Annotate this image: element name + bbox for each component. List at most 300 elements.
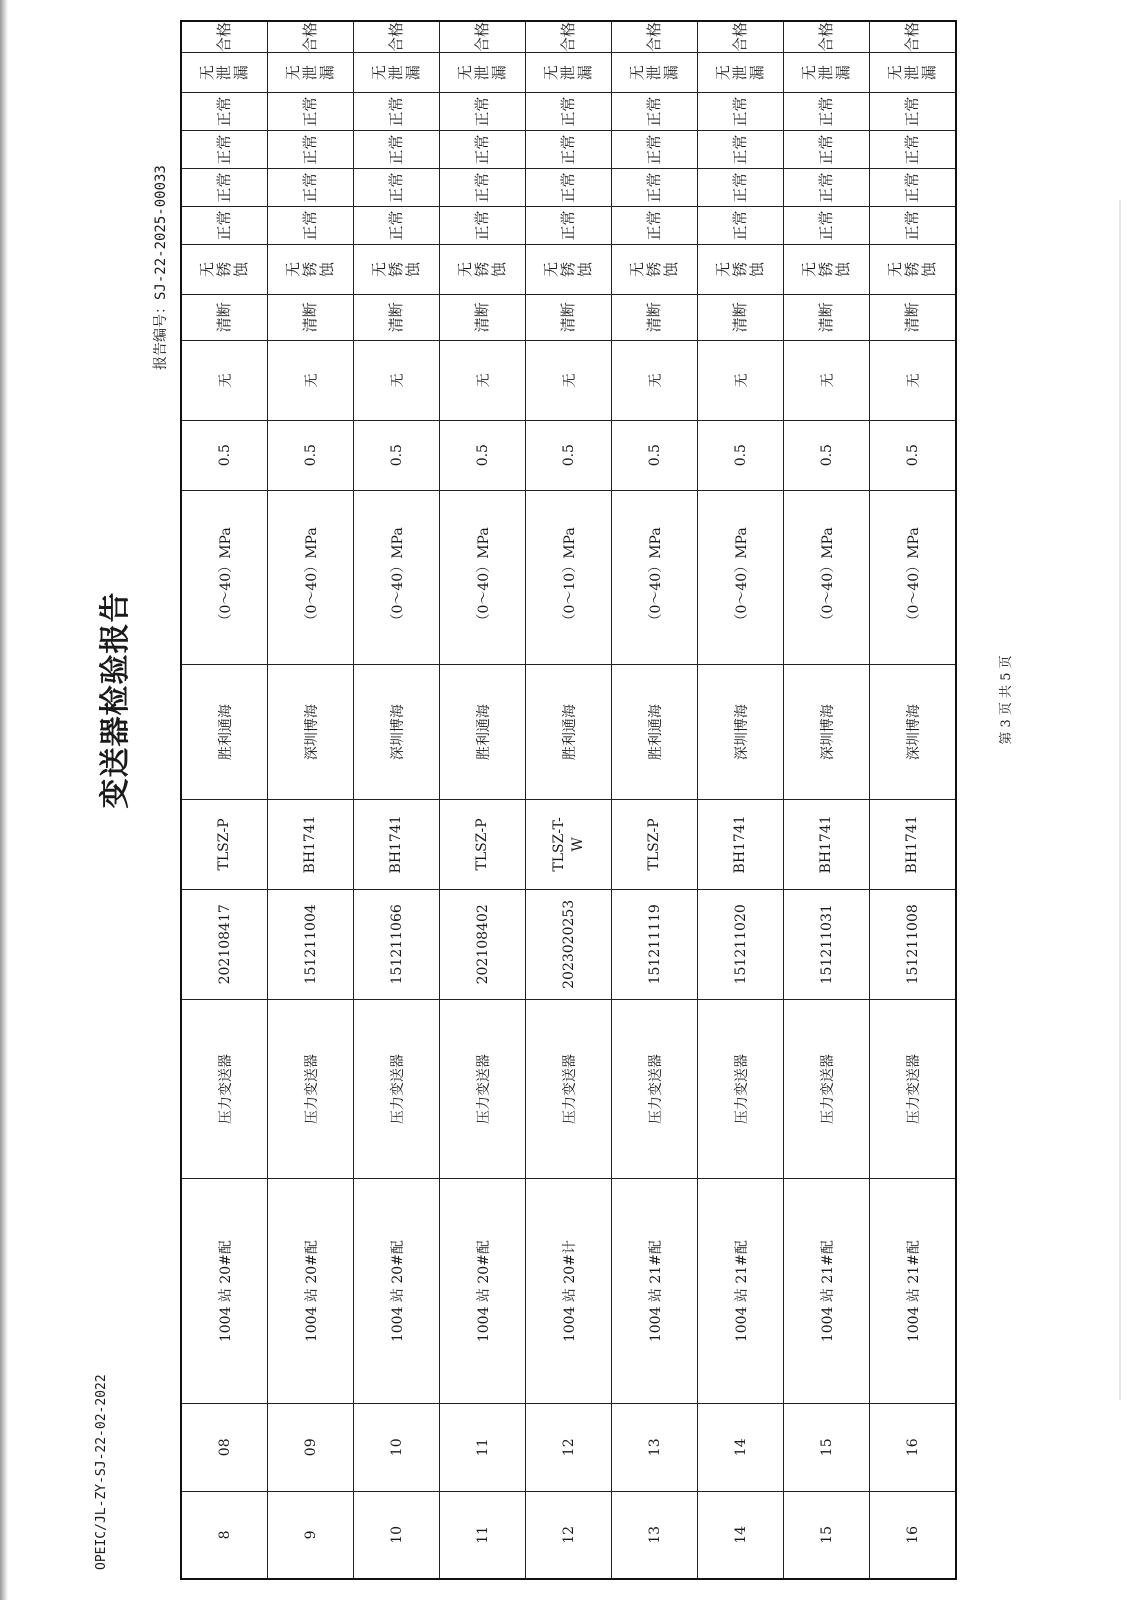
check1-cell bbox=[526, 207, 612, 245]
check4-cell bbox=[612, 93, 698, 131]
seq-cell-text: 8 bbox=[216, 1530, 233, 1540]
damage-cell-text: 无 bbox=[905, 373, 922, 388]
manufacturer-cell bbox=[526, 665, 612, 800]
serial-cell-text: 151211119 bbox=[646, 904, 663, 985]
check1-cell-text: 正常 bbox=[644, 210, 663, 241]
inspection-table bbox=[180, 20, 957, 1580]
marking-cell bbox=[354, 294, 440, 340]
accuracy-cell-text: 0.5 bbox=[216, 444, 233, 467]
corrosion-cell bbox=[612, 245, 698, 295]
check1-cell bbox=[870, 207, 957, 245]
name-cell bbox=[698, 999, 784, 1179]
seq-cell bbox=[784, 1491, 870, 1579]
accuracy-cell-text: 0.5 bbox=[818, 444, 835, 467]
range-cell bbox=[612, 490, 698, 665]
check2-cell-text: 正常 bbox=[644, 172, 663, 203]
check1-cell-text: 正常 bbox=[730, 210, 749, 241]
check1-cell bbox=[784, 207, 870, 245]
serial-cell-text: 151211008 bbox=[904, 904, 921, 985]
corrosion-cell bbox=[698, 245, 784, 295]
corrosion-cell bbox=[354, 245, 440, 295]
marking-cell-text: 清断 bbox=[558, 302, 577, 333]
location-cell bbox=[440, 1179, 526, 1404]
range-cell-text: （0～40）MPa bbox=[475, 527, 492, 628]
result-cell bbox=[526, 21, 612, 53]
marking-cell-text: 清断 bbox=[214, 302, 233, 333]
marking-cell bbox=[440, 294, 526, 340]
leak-cell-text: 无泄漏 bbox=[713, 65, 767, 81]
manufacturer-cell bbox=[181, 665, 268, 800]
damage-cell bbox=[612, 340, 698, 420]
check2-cell bbox=[181, 169, 268, 207]
manufacturer-cell bbox=[870, 665, 957, 800]
location-cell bbox=[784, 1179, 870, 1404]
result-cell bbox=[440, 21, 526, 53]
damage-cell bbox=[440, 340, 526, 420]
marking-cell-text: 清断 bbox=[730, 302, 749, 333]
seq-cell bbox=[698, 1491, 784, 1579]
seq-cell bbox=[612, 1491, 698, 1579]
check1-cell bbox=[268, 207, 354, 245]
manufacturer-cell-text: 胜利通海 bbox=[561, 704, 578, 761]
name-cell bbox=[784, 999, 870, 1179]
check4-cell-text: 正常 bbox=[902, 96, 921, 127]
location-cell bbox=[354, 1179, 440, 1404]
check2-cell bbox=[612, 169, 698, 207]
manufacturer-cell-text: 深圳博海 bbox=[819, 704, 836, 761]
number-cell bbox=[698, 1403, 784, 1491]
manufacturer-cell bbox=[698, 665, 784, 800]
accuracy-cell bbox=[698, 420, 784, 490]
check4-cell-text: 正常 bbox=[816, 96, 835, 127]
check1-cell-text: 正常 bbox=[902, 210, 921, 241]
leak-cell bbox=[612, 53, 698, 93]
serial-cell-text: 151211031 bbox=[818, 904, 835, 985]
check4-cell bbox=[268, 93, 354, 131]
manufacturer-cell bbox=[354, 665, 440, 800]
check4-cell bbox=[698, 93, 784, 131]
check4-cell-text: 正常 bbox=[558, 96, 577, 127]
location-cell bbox=[870, 1179, 957, 1404]
damage-cell-text: 无 bbox=[217, 373, 234, 388]
seq-cell-text: 10 bbox=[388, 1525, 405, 1544]
number-cell-text: 14 bbox=[732, 1438, 749, 1457]
check1-cell-text: 正常 bbox=[472, 210, 491, 241]
check2-cell-text: 正常 bbox=[300, 172, 319, 203]
check4-cell-text: 正常 bbox=[300, 96, 319, 127]
accuracy-cell bbox=[354, 420, 440, 490]
manufacturer-cell-text: 胜利通海 bbox=[475, 704, 492, 761]
leak-cell-text: 无泄漏 bbox=[283, 65, 337, 81]
model-cell-text: TLSZ-P bbox=[646, 818, 663, 871]
result-cell-text: 合格 bbox=[386, 22, 405, 53]
serial-cell-text: 151211066 bbox=[388, 904, 405, 985]
name-cell-text: 压力变送器 bbox=[475, 1054, 492, 1125]
accuracy-cell-text: 0.5 bbox=[388, 444, 405, 467]
damage-cell-text: 无 bbox=[561, 373, 578, 388]
name-cell bbox=[440, 999, 526, 1179]
model-cell bbox=[698, 799, 784, 889]
manufacturer-cell-text: 深圳博海 bbox=[303, 704, 320, 761]
check2-cell-text: 正常 bbox=[730, 172, 749, 203]
range-cell bbox=[268, 490, 354, 665]
name-cell-text: 压力变送器 bbox=[819, 1054, 836, 1125]
check3-cell bbox=[612, 131, 698, 169]
location-cell-text: 1004 站 21#配 bbox=[733, 1240, 750, 1343]
corrosion-cell-text: 无锈蚀 bbox=[799, 261, 853, 277]
accuracy-cell-text: 0.5 bbox=[474, 444, 491, 467]
seq-cell-text: 16 bbox=[904, 1525, 921, 1544]
check3-cell bbox=[698, 131, 784, 169]
table-row bbox=[181, 21, 268, 1579]
number-cell bbox=[181, 1403, 268, 1491]
check1-cell bbox=[354, 207, 440, 245]
name-cell bbox=[268, 999, 354, 1179]
check3-cell bbox=[870, 131, 957, 169]
number-cell bbox=[440, 1403, 526, 1491]
serial-cell bbox=[784, 889, 870, 999]
marking-cell bbox=[612, 294, 698, 340]
location-cell bbox=[526, 1179, 612, 1404]
page-title: 变送器检验报告 bbox=[98, 591, 133, 809]
serial-cell-text: 151211004 bbox=[302, 904, 319, 985]
range-cell-text: （0～40）MPa bbox=[303, 527, 320, 628]
serial-cell bbox=[440, 889, 526, 999]
scan-edge-right bbox=[1119, 200, 1121, 1400]
model-cell-text: TLSZ-P bbox=[216, 818, 233, 871]
model-cell bbox=[268, 799, 354, 889]
check4-cell-text: 正常 bbox=[644, 96, 663, 127]
name-cell-text: 压力变送器 bbox=[905, 1054, 922, 1125]
marking-cell-text: 清断 bbox=[472, 302, 491, 333]
marking-cell-text: 清断 bbox=[386, 302, 405, 333]
check3-cell-text: 正常 bbox=[558, 134, 577, 165]
corrosion-cell bbox=[440, 245, 526, 295]
check3-cell-text: 正常 bbox=[214, 134, 233, 165]
corrosion-cell-text: 无锈蚀 bbox=[369, 261, 423, 277]
damage-cell bbox=[698, 340, 784, 420]
seq-cell-text: 11 bbox=[474, 1525, 491, 1544]
check4-cell-text: 正常 bbox=[472, 96, 491, 127]
range-cell bbox=[698, 490, 784, 665]
check1-cell-text: 正常 bbox=[214, 210, 233, 241]
serial-cell bbox=[870, 889, 957, 999]
range-cell-text: （0～10）MPa bbox=[561, 527, 578, 628]
serial-cell-text: 202108402 bbox=[474, 904, 491, 985]
model-cell bbox=[526, 799, 612, 889]
leak-cell bbox=[268, 53, 354, 93]
number-cell-text: 13 bbox=[646, 1438, 663, 1457]
number-cell-text: 10 bbox=[388, 1438, 405, 1457]
leak-cell-text: 无泄漏 bbox=[455, 65, 509, 81]
number-cell bbox=[526, 1403, 612, 1491]
check3-cell bbox=[440, 131, 526, 169]
damage-cell bbox=[354, 340, 440, 420]
serial-cell bbox=[526, 889, 612, 999]
result-cell bbox=[870, 21, 957, 53]
leak-cell bbox=[354, 53, 440, 93]
accuracy-cell bbox=[181, 420, 268, 490]
report-number-label: 报告编号： bbox=[153, 300, 169, 370]
accuracy-cell-text: 0.5 bbox=[646, 444, 663, 467]
report-number-value: SJ-22-2025-00033 bbox=[153, 165, 169, 300]
model-cell-text: BH1741 bbox=[388, 815, 405, 874]
manufacturer-cell-text: 胜利通海 bbox=[217, 704, 234, 761]
number-cell-text: 16 bbox=[904, 1438, 921, 1457]
manufacturer-cell-text: 深圳博海 bbox=[389, 704, 406, 761]
form-code: OPEIC/JL-ZY-SJ-22-02-2022 bbox=[94, 1374, 109, 1570]
serial-cell bbox=[612, 889, 698, 999]
name-cell-text: 压力变送器 bbox=[733, 1054, 750, 1125]
location-cell-text: 1004 站 20#配 bbox=[389, 1240, 406, 1343]
check4-cell-text: 正常 bbox=[386, 96, 405, 127]
result-cell bbox=[698, 21, 784, 53]
range-cell bbox=[181, 490, 268, 665]
check2-cell-text: 正常 bbox=[902, 172, 921, 203]
manufacturer-cell bbox=[440, 665, 526, 800]
name-cell-text: 压力变送器 bbox=[647, 1054, 664, 1125]
check3-cell-text: 正常 bbox=[902, 134, 921, 165]
seq-cell-text: 14 bbox=[732, 1525, 749, 1544]
range-cell bbox=[784, 490, 870, 665]
number-cell bbox=[354, 1403, 440, 1491]
accuracy-cell-text: 0.5 bbox=[302, 444, 319, 467]
manufacturer-cell-text: 深圳博海 bbox=[905, 704, 922, 761]
accuracy-cell bbox=[268, 420, 354, 490]
marking-cell bbox=[268, 294, 354, 340]
damage-cell-text: 无 bbox=[733, 373, 750, 388]
location-cell bbox=[612, 1179, 698, 1404]
model-cell-text: BH1741 bbox=[302, 815, 319, 874]
table-row bbox=[612, 21, 698, 1579]
check2-cell bbox=[870, 169, 957, 207]
number-cell bbox=[268, 1403, 354, 1491]
check2-cell bbox=[784, 169, 870, 207]
range-cell-text: （0～40）MPa bbox=[905, 527, 922, 628]
seq-cell-text: 15 bbox=[818, 1525, 835, 1544]
table-body bbox=[181, 21, 956, 1579]
leak-cell-text: 无泄漏 bbox=[369, 65, 423, 81]
check4-cell-text: 正常 bbox=[730, 96, 749, 127]
result-cell-text: 合格 bbox=[730, 22, 749, 53]
result-cell-text: 合格 bbox=[214, 22, 233, 53]
leak-cell bbox=[698, 53, 784, 93]
location-cell-text: 1004 站 20#配 bbox=[217, 1240, 234, 1343]
page-number: 第 3 页 共 5 页 bbox=[999, 655, 1014, 745]
damage-cell bbox=[784, 340, 870, 420]
check4-cell bbox=[181, 93, 268, 131]
check4-cell bbox=[526, 93, 612, 131]
model-cell bbox=[354, 799, 440, 889]
check3-cell-text: 正常 bbox=[300, 134, 319, 165]
check2-cell-text: 正常 bbox=[214, 172, 233, 203]
accuracy-cell bbox=[440, 420, 526, 490]
name-cell-text: 压力变送器 bbox=[561, 1054, 578, 1125]
serial-cell bbox=[698, 889, 784, 999]
check1-cell-text: 正常 bbox=[816, 210, 835, 241]
leak-cell-text: 无泄漏 bbox=[541, 65, 595, 81]
model-cell bbox=[440, 799, 526, 889]
check1-cell bbox=[612, 207, 698, 245]
damage-cell bbox=[526, 340, 612, 420]
corrosion-cell bbox=[526, 245, 612, 295]
seq-cell-text: 13 bbox=[646, 1525, 663, 1544]
seq-cell bbox=[268, 1491, 354, 1579]
location-cell-text: 1004 站 20#配 bbox=[475, 1240, 492, 1343]
serial-cell bbox=[268, 889, 354, 999]
check3-cell-text: 正常 bbox=[816, 134, 835, 165]
name-cell bbox=[526, 999, 612, 1179]
model-cell bbox=[181, 799, 268, 889]
table-row bbox=[354, 21, 440, 1579]
name-cell-text: 压力变送器 bbox=[303, 1054, 320, 1125]
model-cell-text: TLSZ-P bbox=[474, 818, 491, 871]
range-cell bbox=[354, 490, 440, 665]
marking-cell-text: 清断 bbox=[816, 302, 835, 333]
table-row bbox=[698, 21, 784, 1579]
marking-cell-text: 清断 bbox=[902, 302, 921, 333]
location-cell-text: 1004 站 20#计 bbox=[561, 1240, 578, 1343]
leak-cell-text: 无泄漏 bbox=[627, 65, 681, 81]
model-cell bbox=[784, 799, 870, 889]
name-cell bbox=[354, 999, 440, 1179]
table-row bbox=[870, 21, 957, 1579]
range-cell-text: （0～40）MPa bbox=[819, 527, 836, 628]
manufacturer-cell-text: 深圳博海 bbox=[733, 704, 750, 761]
number-cell-text: 09 bbox=[302, 1438, 319, 1457]
number-cell bbox=[784, 1403, 870, 1491]
seq-cell bbox=[526, 1491, 612, 1579]
scan-edge-left bbox=[0, 0, 8, 1600]
check2-cell bbox=[354, 169, 440, 207]
range-cell-text: （0～40）MPa bbox=[389, 527, 406, 628]
accuracy-cell bbox=[526, 420, 612, 490]
check2-cell bbox=[268, 169, 354, 207]
rotated-page bbox=[60, 20, 1014, 1580]
name-cell bbox=[181, 999, 268, 1179]
accuracy-cell-text: 0.5 bbox=[904, 444, 921, 467]
accuracy-cell bbox=[870, 420, 957, 490]
location-cell bbox=[181, 1179, 268, 1404]
check3-cell bbox=[268, 131, 354, 169]
serial-cell-text: 202108417 bbox=[216, 904, 233, 985]
serial-cell-text: 151211020 bbox=[732, 904, 749, 985]
name-cell-text: 压力变送器 bbox=[217, 1054, 234, 1125]
leak-cell bbox=[440, 53, 526, 93]
damage-cell bbox=[870, 340, 957, 420]
corrosion-cell-text: 无锈蚀 bbox=[541, 261, 595, 277]
check1-cell bbox=[698, 207, 784, 245]
result-cell bbox=[612, 21, 698, 53]
model-cell-text: TLSZ-T-W bbox=[551, 817, 586, 872]
marking-cell bbox=[870, 294, 957, 340]
model-cell-text: BH1741 bbox=[904, 815, 921, 874]
corrosion-cell bbox=[870, 245, 957, 295]
location-cell bbox=[268, 1179, 354, 1404]
damage-cell-text: 无 bbox=[303, 373, 320, 388]
number-cell-text: 15 bbox=[818, 1438, 835, 1457]
damage-cell-text: 无 bbox=[389, 373, 406, 388]
location-cell bbox=[698, 1179, 784, 1404]
check3-cell-text: 正常 bbox=[644, 134, 663, 165]
marking-cell-text: 清断 bbox=[644, 302, 663, 333]
check2-cell-text: 正常 bbox=[386, 172, 405, 203]
corrosion-cell-text: 无锈蚀 bbox=[197, 261, 251, 277]
report-number bbox=[150, 165, 170, 370]
check4-cell bbox=[784, 93, 870, 131]
damage-cell-text: 无 bbox=[647, 373, 664, 388]
leak-cell-text: 无泄漏 bbox=[799, 65, 853, 81]
corrosion-cell bbox=[268, 245, 354, 295]
seq-cell bbox=[870, 1491, 957, 1579]
check3-cell bbox=[526, 131, 612, 169]
check3-cell bbox=[181, 131, 268, 169]
number-cell-text: 12 bbox=[560, 1438, 577, 1457]
check2-cell bbox=[526, 169, 612, 207]
seq-cell bbox=[440, 1491, 526, 1579]
damage-cell bbox=[268, 340, 354, 420]
range-cell-text: （0～40）MPa bbox=[733, 527, 750, 628]
corrosion-cell-text: 无锈蚀 bbox=[713, 261, 767, 277]
location-cell-text: 1004 站 21#配 bbox=[905, 1240, 922, 1343]
location-cell-text: 1004 站 21#配 bbox=[819, 1240, 836, 1343]
table-row bbox=[784, 21, 870, 1579]
seq-cell-text: 9 bbox=[302, 1530, 319, 1540]
result-cell bbox=[784, 21, 870, 53]
damage-cell bbox=[181, 340, 268, 420]
check1-cell bbox=[181, 207, 268, 245]
location-cell-text: 1004 站 20#配 bbox=[303, 1240, 320, 1343]
manufacturer-cell-text: 胜利通海 bbox=[647, 704, 664, 761]
check4-cell-text: 正常 bbox=[214, 96, 233, 127]
serial-cell bbox=[181, 889, 268, 999]
manufacturer-cell bbox=[612, 665, 698, 800]
check4-cell bbox=[870, 93, 957, 131]
range-cell bbox=[440, 490, 526, 665]
corrosion-cell-text: 无锈蚀 bbox=[627, 261, 681, 277]
number-cell bbox=[612, 1403, 698, 1491]
result-cell-text: 合格 bbox=[902, 22, 921, 53]
accuracy-cell-text: 0.5 bbox=[560, 444, 577, 467]
range-cell bbox=[870, 490, 957, 665]
accuracy-cell bbox=[612, 420, 698, 490]
location-cell-text: 1004 站 21#配 bbox=[647, 1240, 664, 1343]
model-cell-text: BH1741 bbox=[732, 815, 749, 874]
number-cell-text: 08 bbox=[216, 1438, 233, 1457]
corrosion-cell-text: 无锈蚀 bbox=[455, 261, 509, 277]
marking-cell bbox=[784, 294, 870, 340]
corrosion-cell-text: 无锈蚀 bbox=[885, 261, 939, 277]
name-cell bbox=[870, 999, 957, 1179]
name-cell-text: 压力变送器 bbox=[389, 1054, 406, 1125]
corrosion-cell-text: 无锈蚀 bbox=[283, 261, 337, 277]
check2-cell-text: 正常 bbox=[816, 172, 835, 203]
marking-cell-text: 清断 bbox=[300, 302, 319, 333]
check1-cell-text: 正常 bbox=[300, 210, 319, 241]
model-cell bbox=[870, 799, 957, 889]
marking-cell bbox=[698, 294, 784, 340]
model-cell bbox=[612, 799, 698, 889]
result-cell bbox=[354, 21, 440, 53]
damage-cell-text: 无 bbox=[475, 373, 492, 388]
serial-cell-text: 2023020253 bbox=[560, 899, 577, 989]
result-cell-text: 合格 bbox=[816, 22, 835, 53]
serial-cell bbox=[354, 889, 440, 999]
marking-cell bbox=[181, 294, 268, 340]
check3-cell bbox=[784, 131, 870, 169]
seq-cell bbox=[354, 1491, 440, 1579]
table-row bbox=[440, 21, 526, 1579]
